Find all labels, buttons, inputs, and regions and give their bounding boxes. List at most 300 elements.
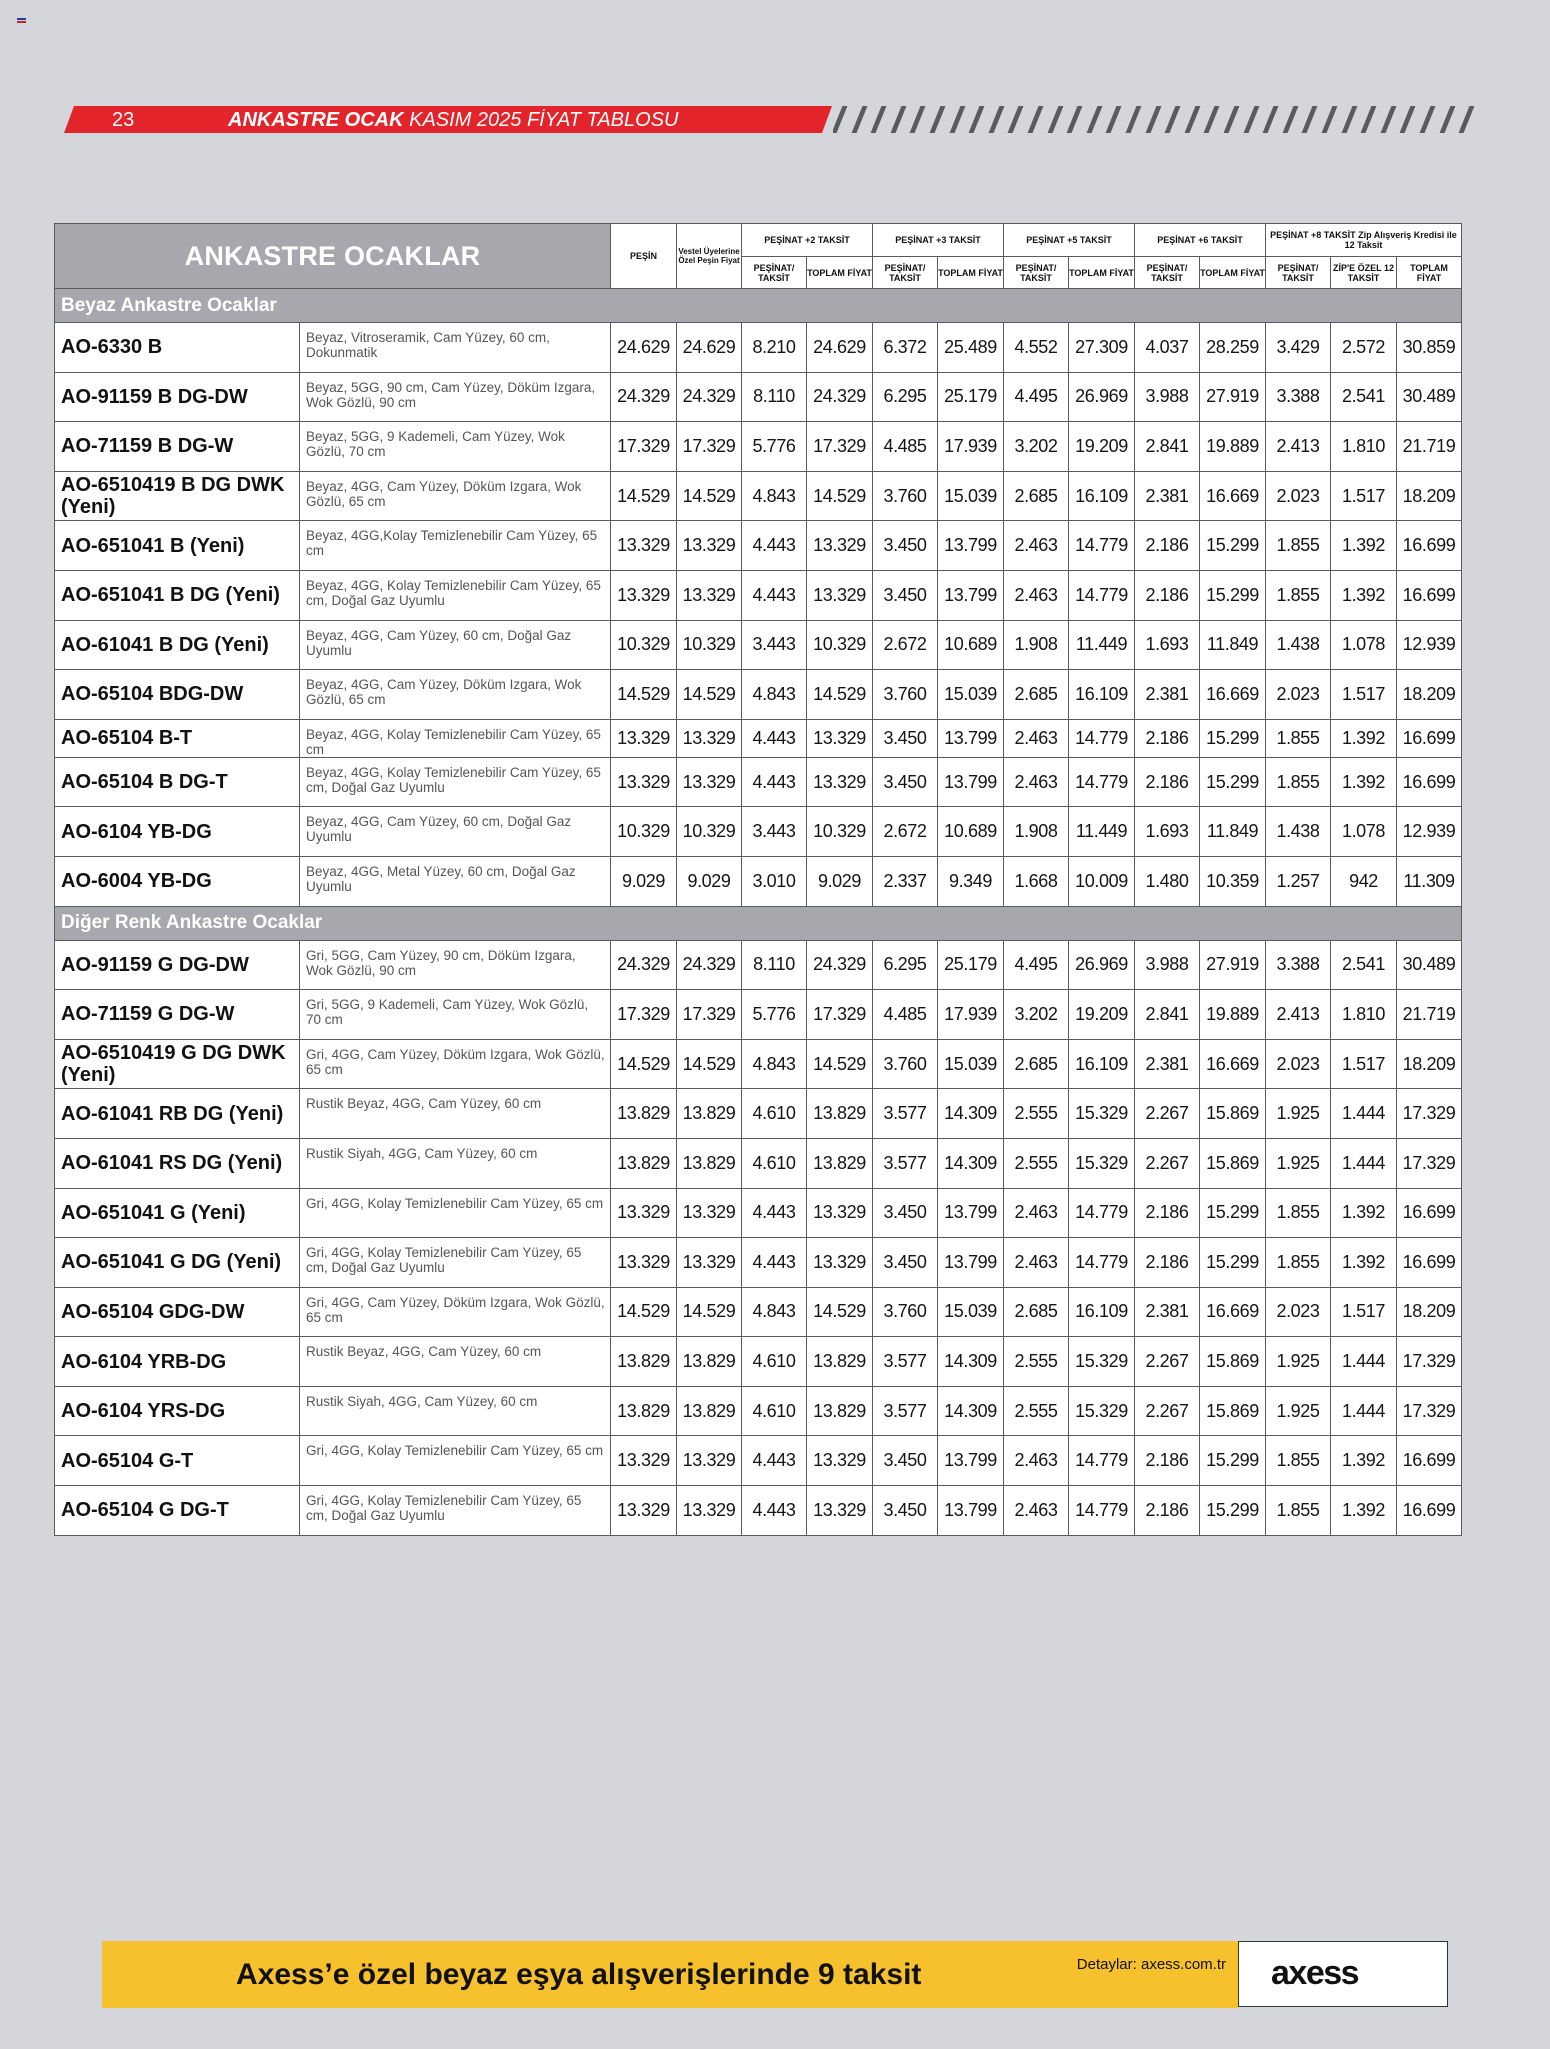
price-cell: 11.849 — [1200, 620, 1266, 670]
price-cell: 13.329 — [677, 1436, 742, 1486]
price-cell: 13.329 — [807, 719, 873, 757]
price-cell: 1.392 — [1331, 1188, 1397, 1238]
price-cell: 2.023 — [1266, 1039, 1331, 1089]
table-row — [55, 521, 1462, 571]
price-cell: 13.799 — [938, 521, 1004, 571]
price-cell: 13.329 — [611, 521, 677, 571]
table-row — [55, 620, 1462, 670]
model-description: Rustik Siyah, 4GG, Cam Yüzey, 60 cm — [300, 1138, 611, 1188]
price-cell: 14.529 — [807, 670, 873, 720]
price-cell: 13.329 — [677, 570, 742, 620]
section-title: Beyaz Ankastre Ocaklar — [55, 289, 1462, 323]
price-cell: 1.392 — [1331, 521, 1397, 571]
stripe-mark — [1380, 106, 1396, 133]
price-cell: 1.078 — [1331, 807, 1397, 857]
model-name: AO-91159 B DG-DW — [55, 372, 300, 422]
price-cell: 4.443 — [742, 1436, 807, 1486]
stripe-mark — [1086, 106, 1102, 133]
table-row — [55, 1238, 1462, 1288]
price-cell: 2.463 — [1004, 1238, 1069, 1288]
price-cell: 14.529 — [807, 471, 873, 521]
price-cell: 3.450 — [873, 757, 938, 807]
price-cell: 10.009 — [1069, 856, 1135, 906]
price-cell: 18.209 — [1397, 1039, 1462, 1089]
price-cell: 2.672 — [873, 807, 938, 857]
price-cell: 3.577 — [873, 1089, 938, 1139]
price-cell: 1.693 — [1135, 620, 1200, 670]
price-cell: 1.810 — [1331, 990, 1397, 1040]
price-cell: 14.529 — [807, 1039, 873, 1089]
price-cell: 2.186 — [1135, 719, 1200, 757]
price-cell: 16.669 — [1200, 670, 1266, 720]
model-description: Beyaz, 5GG, 9 Kademeli, Cam Yüzey, Wok Gözlü, 70 cm — [300, 422, 611, 472]
table-row — [55, 719, 1462, 757]
price-cell: 2.267 — [1135, 1337, 1200, 1387]
price-cell: 3.202 — [1004, 422, 1069, 472]
price-cell: 2.541 — [1331, 940, 1397, 990]
price-table — [54, 223, 1462, 1536]
price-cell: 2.541 — [1331, 372, 1397, 422]
price-cell: 3.760 — [873, 471, 938, 521]
table-row — [55, 856, 1462, 906]
price-cell: 13.329 — [611, 757, 677, 807]
price-cell: 14.309 — [938, 1386, 1004, 1436]
price-cell: 15.869 — [1200, 1337, 1266, 1387]
price-cell: 4.485 — [873, 990, 938, 1040]
price-cell: 24.329 — [807, 372, 873, 422]
price-cell: 27.309 — [1069, 323, 1135, 373]
price-cell: 17.329 — [1397, 1138, 1462, 1188]
price-cell: 30.859 — [1397, 323, 1462, 373]
price-cell: 13.829 — [611, 1138, 677, 1188]
price-cell: 24.329 — [611, 940, 677, 990]
model-name: AO-651041 G DG (Yeni) — [55, 1238, 300, 1288]
price-cell: 3.577 — [873, 1386, 938, 1436]
price-cell: 1.517 — [1331, 1287, 1397, 1337]
price-cell: 1.444 — [1331, 1337, 1397, 1387]
price-cell: 3.450 — [873, 521, 938, 571]
price-cell: 1.855 — [1266, 521, 1331, 571]
price-cell: 19.889 — [1200, 990, 1266, 1040]
price-cell: 3.388 — [1266, 940, 1331, 990]
price-cell: 2.463 — [1004, 719, 1069, 757]
table-row — [55, 1386, 1462, 1436]
price-cell: 21.719 — [1397, 990, 1462, 1040]
table-row — [55, 1436, 1462, 1486]
price-cell: 13.829 — [611, 1386, 677, 1436]
price-cell: 1.392 — [1331, 1436, 1397, 1486]
price-cell: 3.450 — [873, 1188, 938, 1238]
sub-pesinat-taksit: PEŞİNAT/ TAKSİT — [1135, 257, 1200, 289]
price-cell: 14.779 — [1069, 1436, 1135, 1486]
table-row — [55, 1039, 1462, 1089]
price-cell: 4.843 — [742, 670, 807, 720]
price-cell: 1.668 — [1004, 856, 1069, 906]
price-cell: 4.443 — [742, 1188, 807, 1238]
stripe-mark — [1243, 106, 1259, 133]
model-name: AO-65104 B DG-T — [55, 757, 300, 807]
price-cell: 1.693 — [1135, 807, 1200, 857]
stripe-mark — [1361, 106, 1377, 133]
price-cell: 2.267 — [1135, 1138, 1200, 1188]
stripe-mark — [1282, 106, 1298, 133]
price-cell: 1.925 — [1266, 1337, 1331, 1387]
model-name: AO-651041 G (Yeni) — [55, 1188, 300, 1238]
table-row — [55, 940, 1462, 990]
price-cell: 11.449 — [1069, 620, 1135, 670]
price-cell: 2.685 — [1004, 471, 1069, 521]
price-cell: 13.799 — [938, 1486, 1004, 1536]
model-description: Gri, 4GG, Kolay Temizlenebilir Cam Yüzey, 65 cm — [300, 1436, 611, 1486]
price-cell: 14.779 — [1069, 757, 1135, 807]
model-description: Beyaz, 5GG, 90 cm, Cam Yüzey, Döküm Izgara, Wok Gözlü, 90 cm — [300, 372, 611, 422]
model-name: AO-6510419 B DG DWK (Yeni) — [55, 471, 300, 521]
price-cell: 15.329 — [1069, 1089, 1135, 1139]
price-cell: 14.529 — [807, 1287, 873, 1337]
model-description: Gri, 4GG, Cam Yüzey, Döküm Izgara, Wok Gözlü, 65 cm — [300, 1039, 611, 1089]
table-row — [55, 323, 1462, 373]
price-cell: 13.829 — [807, 1138, 873, 1188]
price-cell: 1.444 — [1331, 1386, 1397, 1436]
price-cell: 2.463 — [1004, 1486, 1069, 1536]
price-cell: 2.555 — [1004, 1138, 1069, 1188]
price-cell: 1.908 — [1004, 807, 1069, 857]
table-row — [55, 1337, 1462, 1387]
table-row — [55, 1287, 1462, 1337]
price-cell: 942 — [1331, 856, 1397, 906]
price-cell: 2.337 — [873, 856, 938, 906]
price-cell: 2.186 — [1135, 1486, 1200, 1536]
stripe-mark — [969, 106, 985, 133]
price-cell: 2.186 — [1135, 1436, 1200, 1486]
table-row — [55, 670, 1462, 720]
price-cell: 3.988 — [1135, 372, 1200, 422]
price-cell: 24.329 — [611, 372, 677, 422]
stripe-mark — [949, 106, 965, 133]
price-cell: 3.577 — [873, 1337, 938, 1387]
price-cell: 4.443 — [742, 1486, 807, 1536]
price-cell: 10.359 — [1200, 856, 1266, 906]
price-cell: 1.855 — [1266, 1436, 1331, 1486]
price-cell: 13.799 — [938, 570, 1004, 620]
price-cell: 13.829 — [677, 1337, 742, 1387]
stripe-mark — [1341, 106, 1357, 133]
price-cell: 2.023 — [1266, 1287, 1331, 1337]
price-cell: 13.799 — [938, 1238, 1004, 1288]
price-cell: 11.309 — [1397, 856, 1462, 906]
model-description: Rustik Beyaz, 4GG, Cam Yüzey, 60 cm — [300, 1089, 611, 1139]
price-cell: 16.699 — [1397, 719, 1462, 757]
model-name: AO-71159 G DG-W — [55, 990, 300, 1040]
price-cell: 4.552 — [1004, 323, 1069, 373]
price-cell: 2.381 — [1135, 1287, 1200, 1337]
price-cell: 16.109 — [1069, 1287, 1135, 1337]
price-cell: 15.869 — [1200, 1138, 1266, 1188]
price-cell: 2.413 — [1266, 990, 1331, 1040]
price-cell: 13.329 — [807, 521, 873, 571]
price-cell: 15.299 — [1200, 757, 1266, 807]
model-name: AO-91159 G DG-DW — [55, 940, 300, 990]
table-row — [55, 1188, 1462, 1238]
footer-slogan: Axess’e özel beyaz eşya alışverişlerinde 9 taksit — [236, 1958, 922, 1991]
price-cell: 2.685 — [1004, 670, 1069, 720]
table-row — [55, 422, 1462, 472]
price-cell: 2.555 — [1004, 1386, 1069, 1436]
stripe-mark — [1439, 106, 1455, 133]
price-cell: 15.299 — [1200, 719, 1266, 757]
menu-icon[interactable] — [17, 18, 26, 26]
price-cell: 14.529 — [677, 670, 742, 720]
model-name: AO-61041 B DG (Yeni) — [55, 620, 300, 670]
model-name: AO-6330 B — [55, 323, 300, 373]
stripe-mark — [988, 106, 1004, 133]
price-cell: 14.779 — [1069, 521, 1135, 571]
price-cell: 14.529 — [611, 1039, 677, 1089]
price-cell: 4.443 — [742, 757, 807, 807]
price-cell: 2.572 — [1331, 323, 1397, 373]
price-cell: 13.799 — [938, 1188, 1004, 1238]
page-title-rest: KASIM 2025 FİYAT TABLOSU — [409, 109, 679, 131]
price-cell: 13.829 — [611, 1337, 677, 1387]
price-cell: 4.610 — [742, 1138, 807, 1188]
price-cell: 13.329 — [611, 1486, 677, 1536]
price-cell: 13.329 — [677, 1188, 742, 1238]
price-cell: 26.969 — [1069, 940, 1135, 990]
stripe-mark — [1028, 106, 1044, 133]
price-cell: 1.925 — [1266, 1386, 1331, 1436]
price-cell: 1.480 — [1135, 856, 1200, 906]
price-cell: 4.443 — [742, 1238, 807, 1288]
price-cell: 1.855 — [1266, 719, 1331, 757]
price-cell: 15.299 — [1200, 1188, 1266, 1238]
price-cell: 1.855 — [1266, 570, 1331, 620]
price-cell: 25.489 — [938, 323, 1004, 373]
price-cell: 14.779 — [1069, 719, 1135, 757]
sub-toplam-fiyat: TOPLAM FİYAT — [938, 257, 1004, 289]
model-name: AO-6104 YRB-DG — [55, 1337, 300, 1387]
price-cell: 17.329 — [1397, 1337, 1462, 1387]
footer-details-link[interactable]: Detaylar: axess.com.tr — [1076, 1956, 1226, 1973]
price-cell: 1.517 — [1331, 471, 1397, 521]
model-description: Gri, 4GG, Cam Yüzey, Döküm Izgara, Wok Gözlü, 65 cm — [300, 1287, 611, 1337]
price-cell: 1.392 — [1331, 1486, 1397, 1536]
price-cell: 6.295 — [873, 372, 938, 422]
price-cell: 1.810 — [1331, 422, 1397, 472]
price-cell: 26.969 — [1069, 372, 1135, 422]
model-description: Rustik Siyah, 4GG, Cam Yüzey, 60 cm — [300, 1386, 611, 1436]
price-cell: 1.444 — [1331, 1089, 1397, 1139]
price-cell: 10.689 — [938, 807, 1004, 857]
model-description: Beyaz, 4GG, Cam Yüzey, Döküm Izgara, Wok Gözlü, 65 cm — [300, 670, 611, 720]
price-cell: 5.776 — [742, 422, 807, 472]
price-cell: 15.299 — [1200, 1436, 1266, 1486]
price-cell: 6.372 — [873, 323, 938, 373]
price-cell: 13.329 — [807, 757, 873, 807]
price-cell: 2.186 — [1135, 1238, 1200, 1288]
price-cell: 15.299 — [1200, 1486, 1266, 1536]
stripe-mark — [910, 106, 926, 133]
model-name: AO-65104 BDG-DW — [55, 670, 300, 720]
table-row — [55, 1486, 1462, 1536]
price-cell: 13.829 — [807, 1089, 873, 1139]
price-cell: 4.037 — [1135, 323, 1200, 373]
price-cell: 17.329 — [677, 422, 742, 472]
price-cell: 24.629 — [611, 323, 677, 373]
price-cell: 9.029 — [807, 856, 873, 906]
model-name: AO-6510419 G DG DWK (Yeni) — [55, 1039, 300, 1089]
price-cell: 27.919 — [1200, 372, 1266, 422]
sub-toplam-fiyat: TOPLAM FİYAT — [1397, 257, 1462, 289]
price-cell: 3.202 — [1004, 990, 1069, 1040]
price-cell: 16.699 — [1397, 570, 1462, 620]
price-cell: 10.329 — [677, 807, 742, 857]
price-cell: 6.295 — [873, 940, 938, 990]
table-row — [55, 757, 1462, 807]
sub-pesinat-taksit: PEŞİNAT/ TAKSİT — [742, 257, 807, 289]
model-description: Beyaz, 4GG, Metal Yüzey, 60 cm, Doğal Gaz Uyumlu — [300, 856, 611, 906]
price-cell: 2.267 — [1135, 1386, 1200, 1436]
price-cell: 3.429 — [1266, 323, 1331, 373]
price-cell: 10.329 — [807, 620, 873, 670]
price-cell: 1.392 — [1331, 1238, 1397, 1288]
footer-banner — [102, 1941, 1238, 2008]
price-cell: 13.329 — [677, 1238, 742, 1288]
price-cell: 1.908 — [1004, 620, 1069, 670]
price-cell: 10.329 — [677, 620, 742, 670]
price-cell: 13.329 — [677, 757, 742, 807]
price-cell: 16.669 — [1200, 1287, 1266, 1337]
price-cell: 28.259 — [1200, 323, 1266, 373]
model-description: Beyaz, 4GG, Cam Yüzey, Döküm Izgara, Wok Gözlü, 65 cm — [300, 471, 611, 521]
sub-zip-12-taksit: ZİP'E ÖZEL 12 TAKSİT — [1331, 257, 1397, 289]
group-2-taksit: PEŞİNAT +2 TAKSİT — [742, 224, 873, 257]
stripe-mark — [1008, 106, 1024, 133]
price-cell: 30.489 — [1397, 372, 1462, 422]
table-row — [55, 807, 1462, 857]
price-cell: 17.329 — [807, 990, 873, 1040]
price-cell: 2.186 — [1135, 570, 1200, 620]
model-name: AO-65104 G-T — [55, 1436, 300, 1486]
price-cell: 3.988 — [1135, 940, 1200, 990]
price-cell: 1.925 — [1266, 1089, 1331, 1139]
price-cell: 1.517 — [1331, 670, 1397, 720]
price-cell: 3.443 — [742, 807, 807, 857]
model-description: Beyaz, 4GG, Kolay Temizlenebilir Cam Yüzey, 65 cm — [300, 719, 611, 757]
group-5-taksit: PEŞİNAT +5 TAKSİT — [1004, 224, 1135, 257]
price-cell: 10.329 — [807, 807, 873, 857]
price-cell: 4.843 — [742, 1287, 807, 1337]
price-cell: 4.610 — [742, 1386, 807, 1436]
price-cell: 17.939 — [938, 422, 1004, 472]
price-cell: 13.329 — [807, 570, 873, 620]
stripe-mark — [1067, 106, 1083, 133]
price-cell: 21.719 — [1397, 422, 1462, 472]
price-cell: 19.889 — [1200, 422, 1266, 472]
price-cell: 1.392 — [1331, 757, 1397, 807]
price-cell: 3.010 — [742, 856, 807, 906]
price-cell: 25.179 — [938, 940, 1004, 990]
price-cell: 13.829 — [807, 1337, 873, 1387]
col-vestel-price: Vestel Üyelerine Özel Peşin Fiyat — [677, 224, 742, 289]
price-cell: 16.699 — [1397, 1238, 1462, 1288]
price-cell: 15.299 — [1200, 521, 1266, 571]
model-description: Beyaz, 4GG, Cam Yüzey, 60 cm, Doğal Gaz Uyumlu — [300, 620, 611, 670]
price-cell: 24.329 — [677, 940, 742, 990]
sub-toplam-fiyat: TOPLAM FİYAT — [807, 257, 873, 289]
price-cell: 2.023 — [1266, 670, 1331, 720]
price-cell: 17.939 — [938, 990, 1004, 1040]
price-cell: 2.463 — [1004, 521, 1069, 571]
stripe-mark — [1106, 106, 1122, 133]
price-cell: 1.438 — [1266, 620, 1331, 670]
price-cell: 13.329 — [677, 521, 742, 571]
price-cell: 13.799 — [938, 757, 1004, 807]
price-cell: 2.381 — [1135, 670, 1200, 720]
price-cell: 16.669 — [1200, 471, 1266, 521]
price-cell: 4.610 — [742, 1089, 807, 1139]
price-cell: 16.699 — [1397, 757, 1462, 807]
table-row — [55, 471, 1462, 521]
page-title-bold: ANKASTRE OCAK — [228, 109, 404, 131]
model-name: AO-651041 B (Yeni) — [55, 521, 300, 571]
stripe-mark — [1145, 106, 1161, 133]
table-row — [55, 372, 1462, 422]
price-cell: 3.450 — [873, 1238, 938, 1288]
price-cell: 14.309 — [938, 1138, 1004, 1188]
price-cell: 4.495 — [1004, 940, 1069, 990]
price-cell: 2.023 — [1266, 471, 1331, 521]
section-title: Diğer Renk Ankastre Ocaklar — [55, 906, 1462, 940]
table-body — [55, 289, 1462, 1536]
price-cell: 15.869 — [1200, 1386, 1266, 1436]
price-cell: 13.329 — [611, 719, 677, 757]
price-cell: 10.329 — [611, 620, 677, 670]
price-cell: 16.109 — [1069, 1039, 1135, 1089]
price-cell: 10.329 — [611, 807, 677, 857]
price-cell: 1.855 — [1266, 1486, 1331, 1536]
stripe-mark — [851, 106, 867, 133]
sub-pesinat-taksit: PEŞİNAT/ TAKSİT — [873, 257, 938, 289]
price-cell: 4.443 — [742, 719, 807, 757]
price-cell: 25.179 — [938, 372, 1004, 422]
model-description: Gri, 4GG, Kolay Temizlenebilir Cam Yüzey, 65 cm, Doğal Gaz Uyumlu — [300, 1238, 611, 1288]
model-name: AO-6104 YRS-DG — [55, 1386, 300, 1436]
price-cell: 13.329 — [807, 1436, 873, 1486]
price-cell: 13.829 — [677, 1138, 742, 1188]
stripe-mark — [930, 106, 946, 133]
stripe-mark — [1263, 106, 1279, 133]
stripe-mark — [1204, 106, 1220, 133]
price-cell: 13.829 — [611, 1089, 677, 1139]
page-number: 23 — [112, 109, 135, 131]
sub-toplam-fiyat: TOPLAM FİYAT — [1069, 257, 1135, 289]
stripe-mark — [1184, 106, 1200, 133]
model-description: Beyaz, Vitroseramik, Cam Yüzey, 60 cm, Dokunmatik — [300, 323, 611, 373]
price-cell: 4.443 — [742, 570, 807, 620]
price-cell: 13.329 — [807, 1188, 873, 1238]
price-cell: 15.329 — [1069, 1337, 1135, 1387]
page-title — [228, 109, 678, 132]
price-cell: 3.577 — [873, 1138, 938, 1188]
price-cell: 13.329 — [611, 570, 677, 620]
price-cell: 17.329 — [1397, 1386, 1462, 1436]
sub-pesinat-taksit: PEŞİNAT/ TAKSİT — [1266, 257, 1331, 289]
price-cell: 18.209 — [1397, 471, 1462, 521]
price-cell: 9.029 — [677, 856, 742, 906]
model-description: Rustik Beyaz, 4GG, Cam Yüzey, 60 cm — [300, 1337, 611, 1387]
model-description: Beyaz, 4GG, Kolay Temizlenebilir Cam Yüzey, 65 cm, Doğal Gaz Uyumlu — [300, 570, 611, 620]
price-cell: 12.939 — [1397, 807, 1462, 857]
